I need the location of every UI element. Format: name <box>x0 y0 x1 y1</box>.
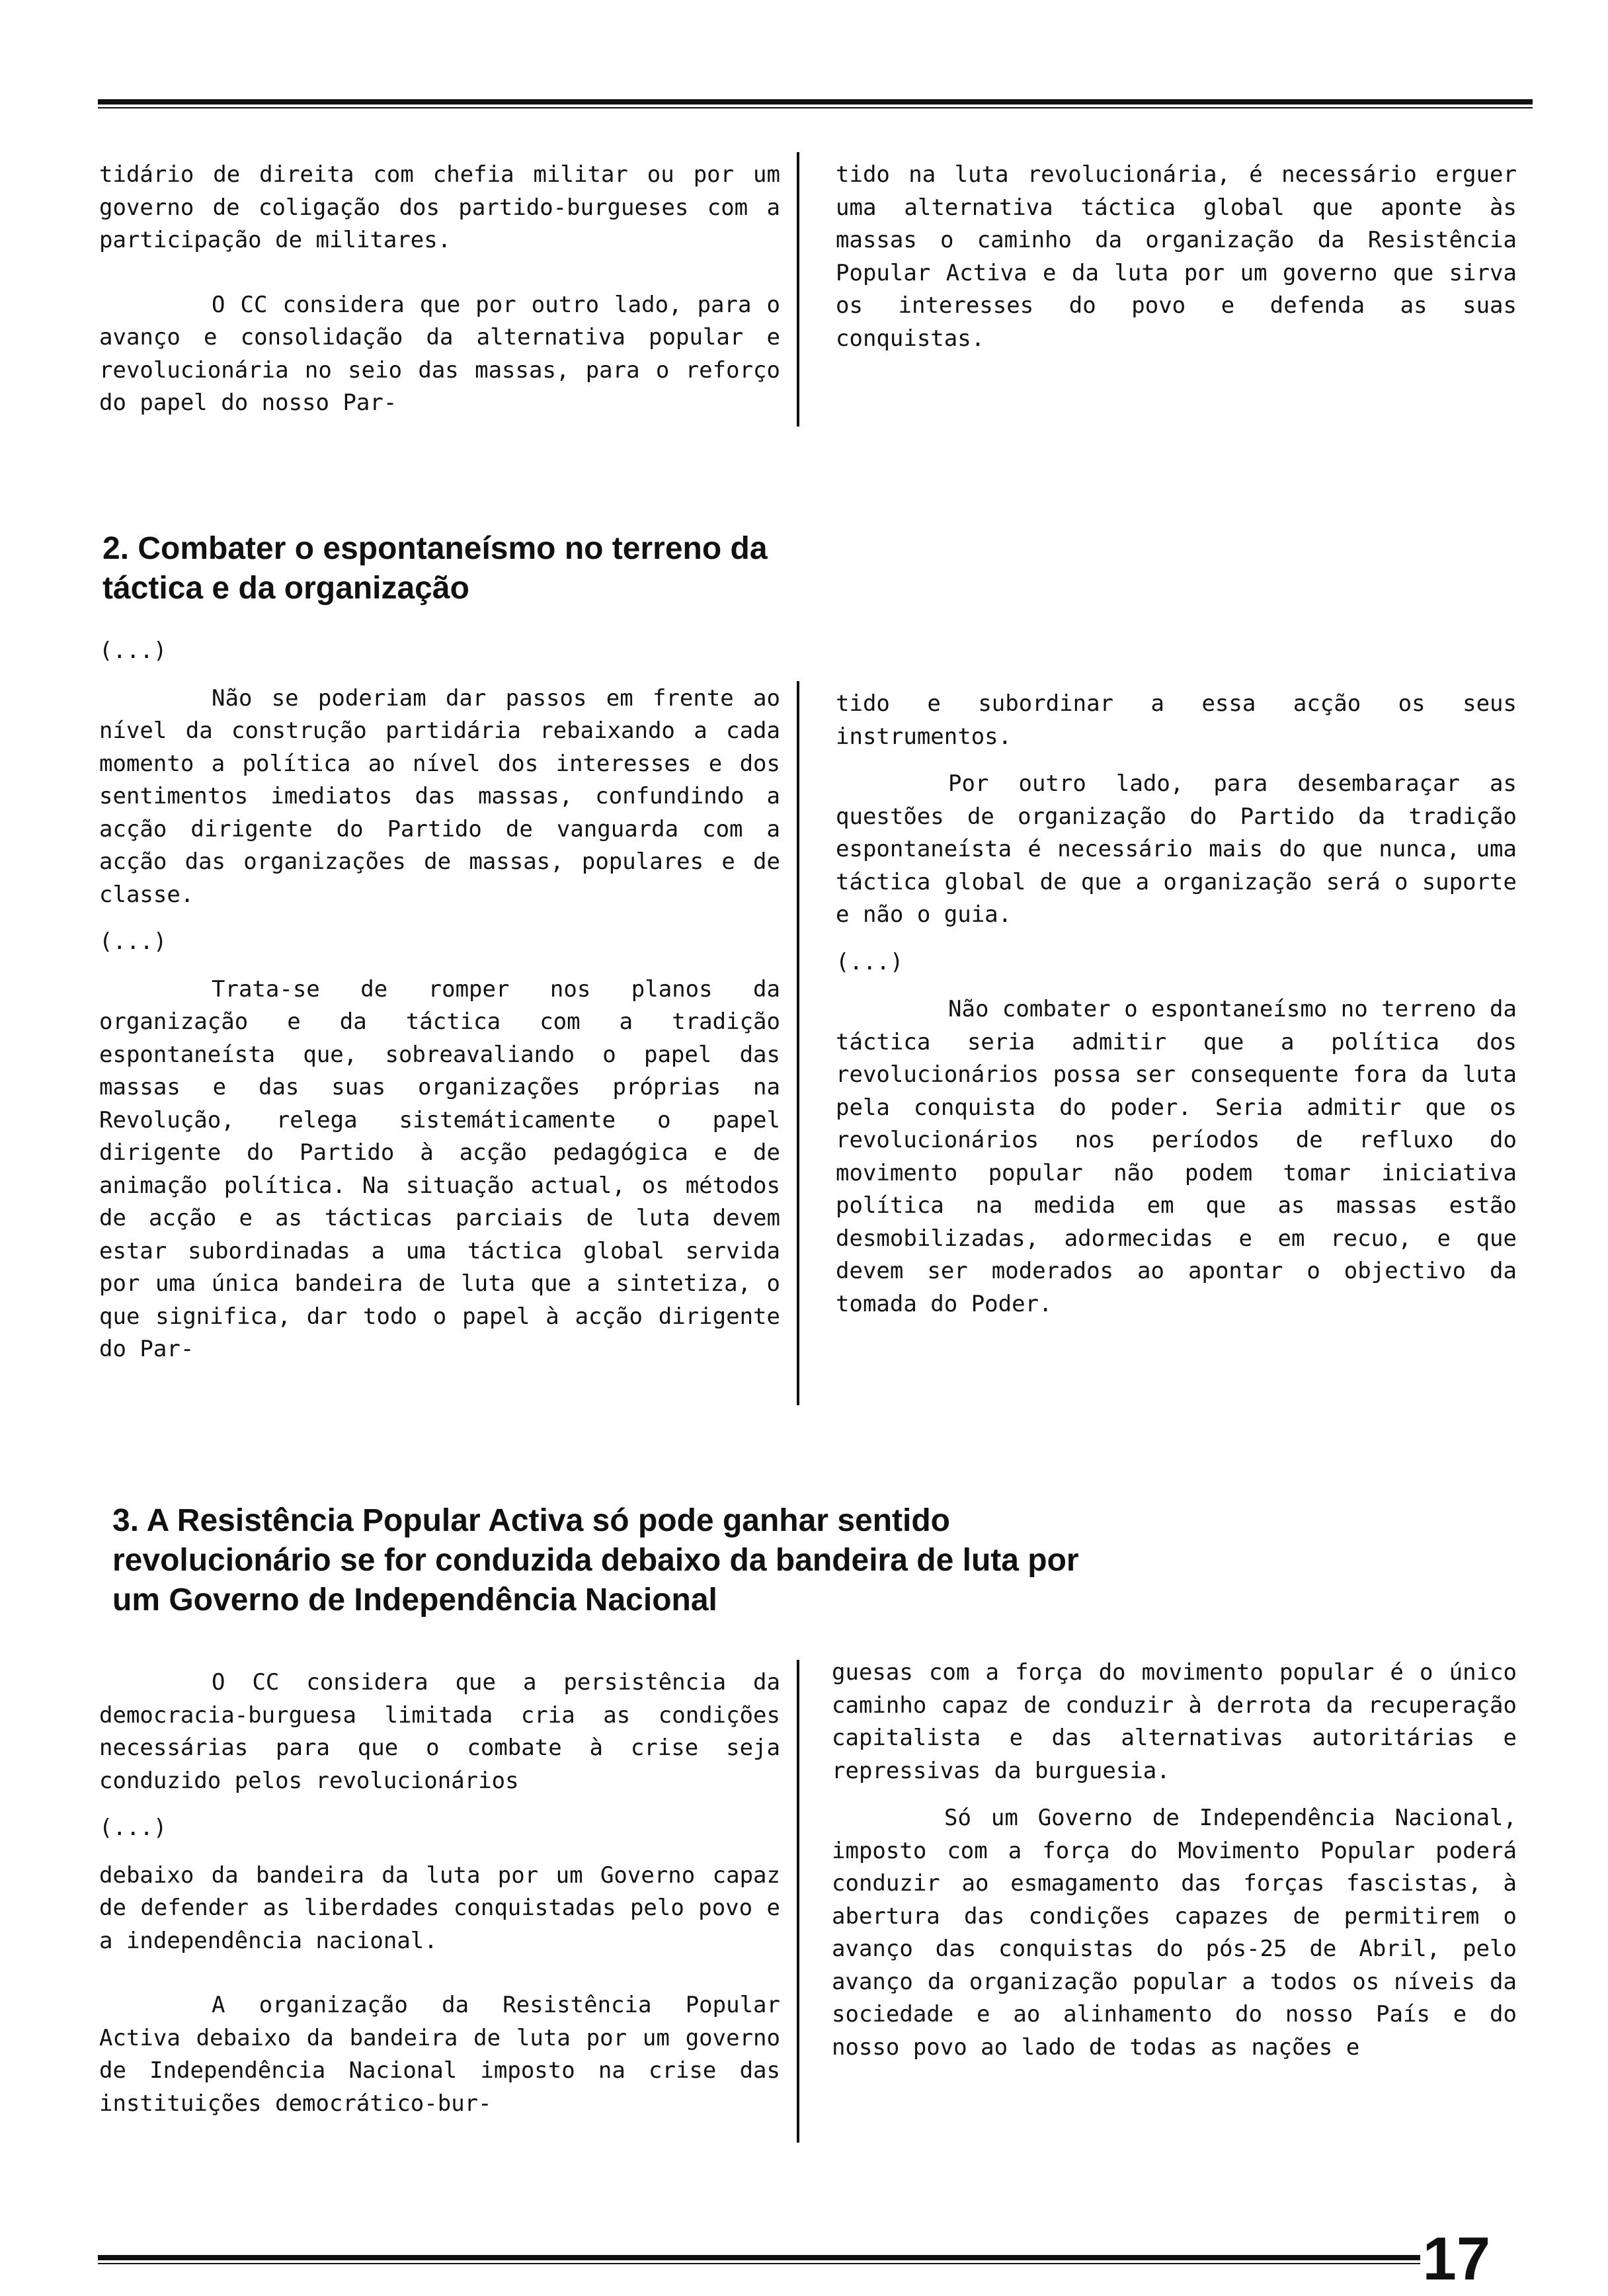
column-divider <box>797 1660 799 2143</box>
paragraph: guesas com a força do movimento popular é o único caminho capaz de conduzir à derrota da recuperação capitalista e das alternativas autoritárias e repressivas da burguesia. <box>832 1659 1517 1784</box>
ellipsis: (...) <box>99 1815 167 1841</box>
paragraph: Não combater o espontaneísmo no terreno da táctica seria admitir que a política dos revolucionários possa ser consequente fora da luta pela conquista do poder. Seria admitir que os revolucionários nos períodos de refluxo do movimento popular não podem tomar iniciativa política na medida em que as massas estão desmobilizadas, adormecidas e em recuo, e que devem ser moderados ao apontar o objectivo da tomada do Poder. <box>836 996 1517 1317</box>
paragraph: tido e subordinar a essa acção os seus instrumentos. <box>836 690 1517 750</box>
paragraph: Só um Governo de Independência Nacional, imposto com a força do Movimento Popular poderá conduzir ao esmagamento das forças fascistas, à abertura das condições capazes de permitirem o avanço das conquistas do pós-25 de Abril, pelo avanço da organização popular a todos os níveis da sociedade e ao alinhamento do nosso País e do nosso povo ao lado de todas as nações e <box>832 1805 1517 2061</box>
section2-left-column <box>99 635 780 1366</box>
ellipsis: (...) <box>99 637 167 664</box>
paragraph: tido na luta revolucionária, é necessário erguer uma alternativa táctica global que aponte às massas o caminho da organização da Resistência Popular Activa e da luta por um governo que sirva os interesses do povo e defenda as suas conquistas. <box>836 161 1517 352</box>
paragraph: A organização da Resistência Popular Activa debaixo da bandeira de luta por um governo de Independência Nacional imposto na crise das instituições democrático-bur- <box>99 1992 780 2117</box>
block1-right-column <box>836 159 1517 355</box>
top-rule <box>98 99 1533 104</box>
section2-right-column <box>836 688 1517 1321</box>
section3-right-column <box>832 1657 1517 2064</box>
paragraph: Trata-se de romper nos planos da organização e da táctica com a tradição espontaneísta que, sobreavaliando o papel das massas e das suas organizações próprias na Revolução, relega sistemáticamente o papel dirigente do Partido à acção pedagógica e de animação política. Na situação actual, os métodos de acção e as tácticas parciais de luta devem estar subordinadas a uma táctica global servida por uma única bandeira de luta que a sintetiza, o que significa, dar todo o papel à acção dirigente do Par- <box>99 975 780 1362</box>
ellipsis: (...) <box>836 948 904 975</box>
column-divider <box>797 152 799 427</box>
paragraph: Por outro lado, para desembaraçar as questões de organização do Partido da tradição espontaneísta é necessário mais do que nunca, uma táctica global de que a organização será o suporte e não o guia. <box>836 770 1517 928</box>
page-number: 17 <box>1422 2225 1490 2293</box>
paragraph: O CC considera que por outro lado, para o avanço e consolidação da alternativa popular e revolucionária no seio das massas, para o reforço do papel do nosso Par- <box>99 291 780 416</box>
paragraph: debaixo da bandeira da luta por um Governo capaz de defender as liberdades conquistadas pelo povo e a independência nacional. <box>99 1862 780 1954</box>
bottom-rule <box>98 2255 1420 2260</box>
column-divider <box>797 681 799 1405</box>
paragraph: O CC considera que a persistência da democracia-burguesa limitada cria as condições necessárias para que o combate à crise seja conduzido pelos revolucionários <box>99 1669 780 1794</box>
bottom-rule-thin <box>98 2263 1420 2264</box>
paragraph: Não se poderiam dar passos em frente ao nível da construção partidária rebaixando a cada momento a política ao nível dos interesses e dos sentimentos imediatos das massas, confundindo a acção dirigente do Partido de vanguarda com a acção das organizações de massas, populares e de classe. <box>99 684 780 908</box>
ellipsis: (...) <box>99 928 167 955</box>
paragraph: tidário de direita com chefia militar ou por um governo de coligação dos partido-burgueses com a participação de militares. <box>99 161 780 253</box>
section-heading: 3. A Resistência Popular Activa só pode ganhar sentido revolucionário se for conduzida debaixo da bandeira de luta por um Governo de Independência Nacional <box>112 1503 1079 1618</box>
top-rule-thin <box>98 107 1533 108</box>
block1-left-column <box>99 159 780 420</box>
section-heading: 2. Combater o espontaneísmo no terreno da táctica e da organização <box>102 531 768 606</box>
section3-left-column <box>99 1666 780 2120</box>
